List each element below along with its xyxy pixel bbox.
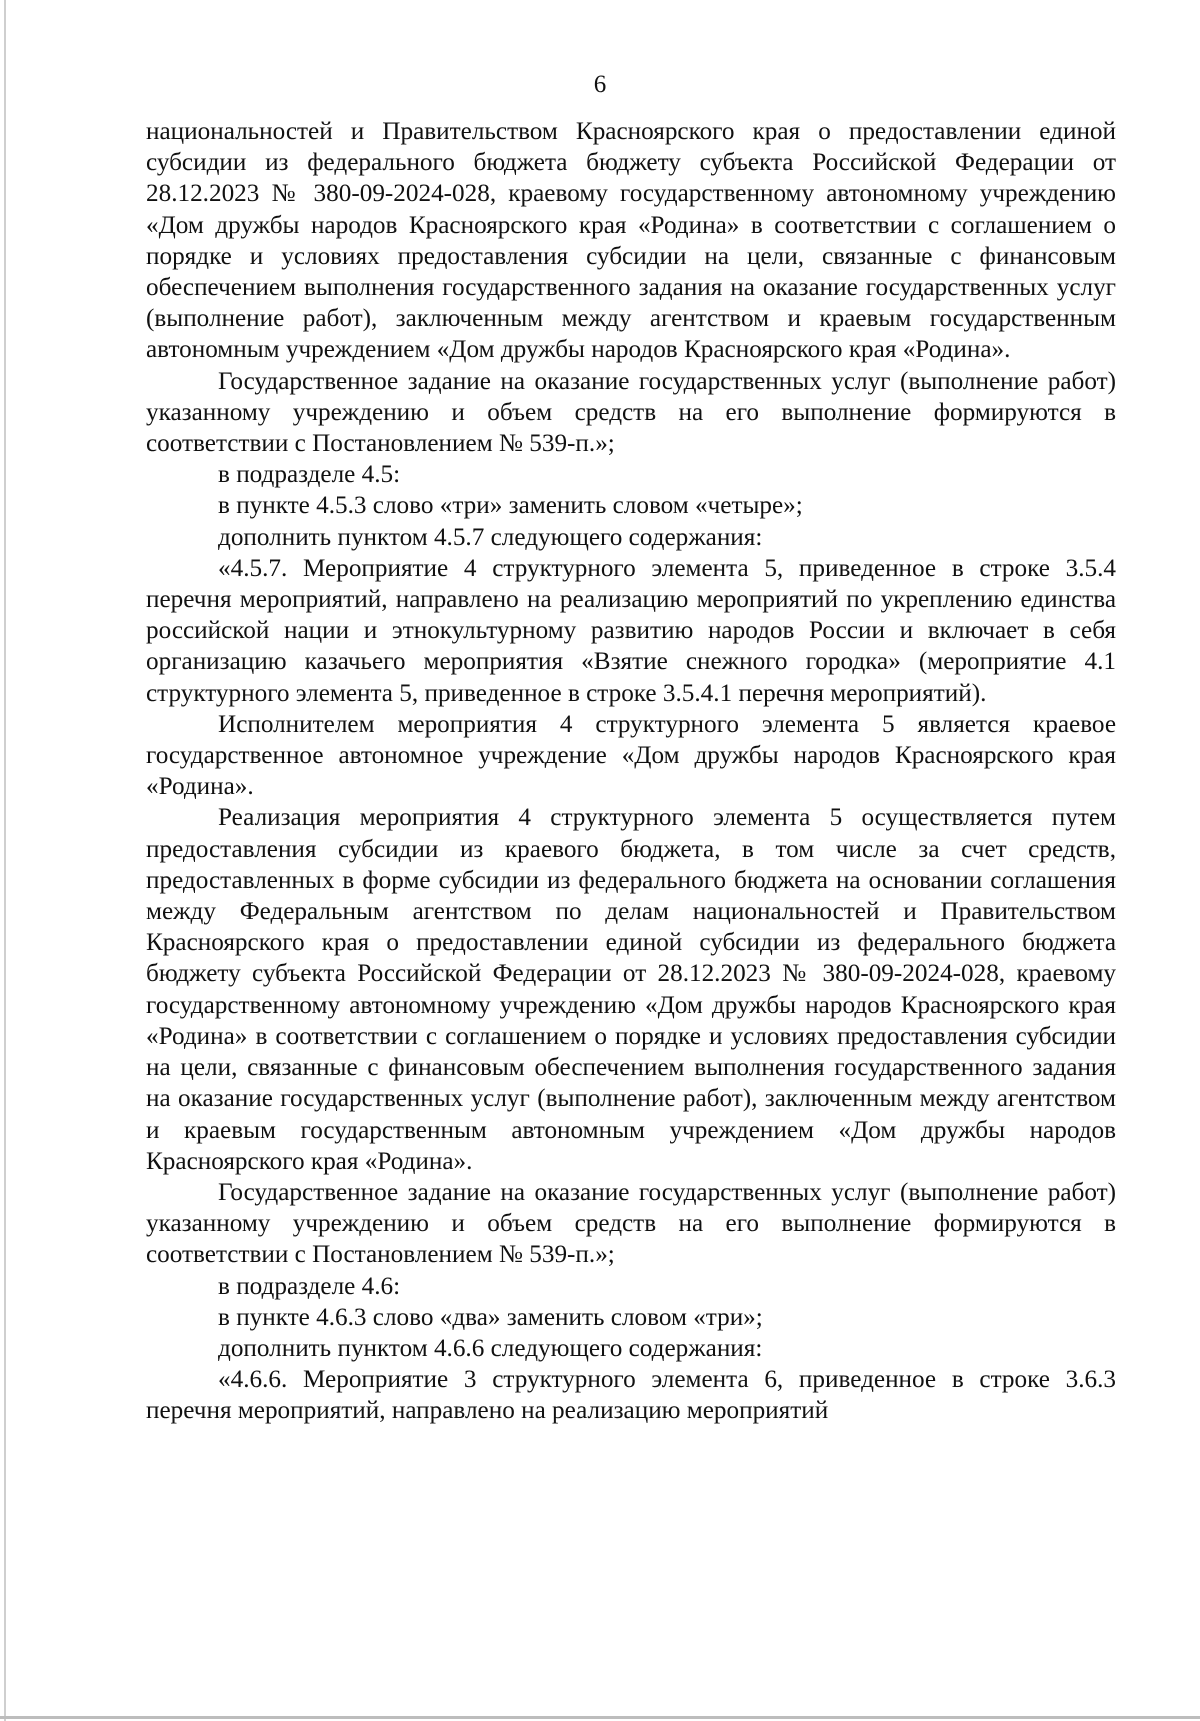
paragraph-3: в подразделе 4.5: xyxy=(218,461,401,489)
paragraph-5: дополнить пунктом 4.5.7 следующего содержания: xyxy=(218,523,763,551)
paragraph-8: Реализация мероприятия 4 структурного элемента 5 осуществляется путем предоставления субсидии из краевого бюджета, в том числе за счет средств, предоставленных в форме субсидии из федерального бюджета на основании соглашения между Федеральным агентством по делам национальностей и Правительством Красноярского края о предоставлении единой субсидии из федерального бюджета бюджету субъекта Российской Федерации от 28.12.2023 № 380-09-2024-028, краевому государственному автономному учреждению «Дом дружбы народов Красноярского края «Родина» в соответствии с соглашением о порядке и условиях предоставления субсидии на цели, связанные с финансовым обеспечением выполнения государственного задания на оказание государственных услуг (выполнение работ), заключенным между агентством и краевым государственным автономным учреждением «Дом дружбы народов Красноярского края «Родина». xyxy=(146,804,1116,1175)
paragraph-10: в подразделе 4.6: xyxy=(218,1272,401,1300)
paragraph-2: Государственное задание на оказание государственных услуг (выполнение работ) указанному учреждению и объем средств на его выполнение формируются в соответствии с Постановлением № 539-п.»; xyxy=(146,367,1116,458)
paragraph-7: Исполнителем мероприятия 4 структурного элемента 5 является краевое государственное автономное учреждение «Дом дружбы народов Красноярского края «Родина». xyxy=(146,710,1116,801)
paragraph-4: в пункте 4.5.3 слово «три» заменить словом «четыре»; xyxy=(218,492,803,520)
page-number: 6 xyxy=(593,71,607,98)
paragraph-1: национальностей и Правительством Красноярского края о предоставлении единой субсидии из федерального бюджета бюджету субъекта Российской Федерации от 28.12.2023 № 380-09-2024-028, краевому государственному автономному учреждению «Дом дружбы народов Красноярского края «Родина» в соответствии с соглашением о порядке и условиях предоставления субсидии на цели, связанные с финансовым обеспечением выполнения государственного задания на оказание государственных услуг (выполнение работ), заключенным между агентством и краевым государственным автономным учреждением «Дом дружбы народов Красноярского края «Родина». xyxy=(146,118,1116,364)
paragraph-6: «4.5.7. Мероприятие 4 структурного элемента 5, приведенное в строке 3.5.4 перечня мероприятий, направлено на реализацию мероприятий по укреплению единства российской нации и этнокультурному развитию народов России и включает в себя организацию казачьего мероприятия «Взятие снежного городка» (мероприятие 4.1 структурного элемента 5, приведенное в строке 3.5.4.1 перечня мероприятий). xyxy=(146,554,1116,707)
paragraph-9: Государственное задание на оказание государственных услуг (выполнение работ) указанному учреждению и объем средств на его выполнение формируются в соответствии с Постановлением № 539-п.»; xyxy=(146,1178,1116,1269)
document-body xyxy=(146,116,1116,1427)
paragraph-13: «4.6.6. Мероприятие 3 структурного элемента 6, приведенное в строке 3.6.3 перечня мероприятий, направлено на реализацию мероприятий xyxy=(146,1366,1116,1425)
scan-bottom-edge xyxy=(0,1716,1200,1719)
paragraph-11: в пункте 4.6.3 слово «два» заменить словом «три»; xyxy=(218,1303,763,1331)
scan-left-edge xyxy=(4,0,6,1721)
paragraph-12: дополнить пунктом 4.6.6 следующего содержания: xyxy=(218,1334,763,1362)
